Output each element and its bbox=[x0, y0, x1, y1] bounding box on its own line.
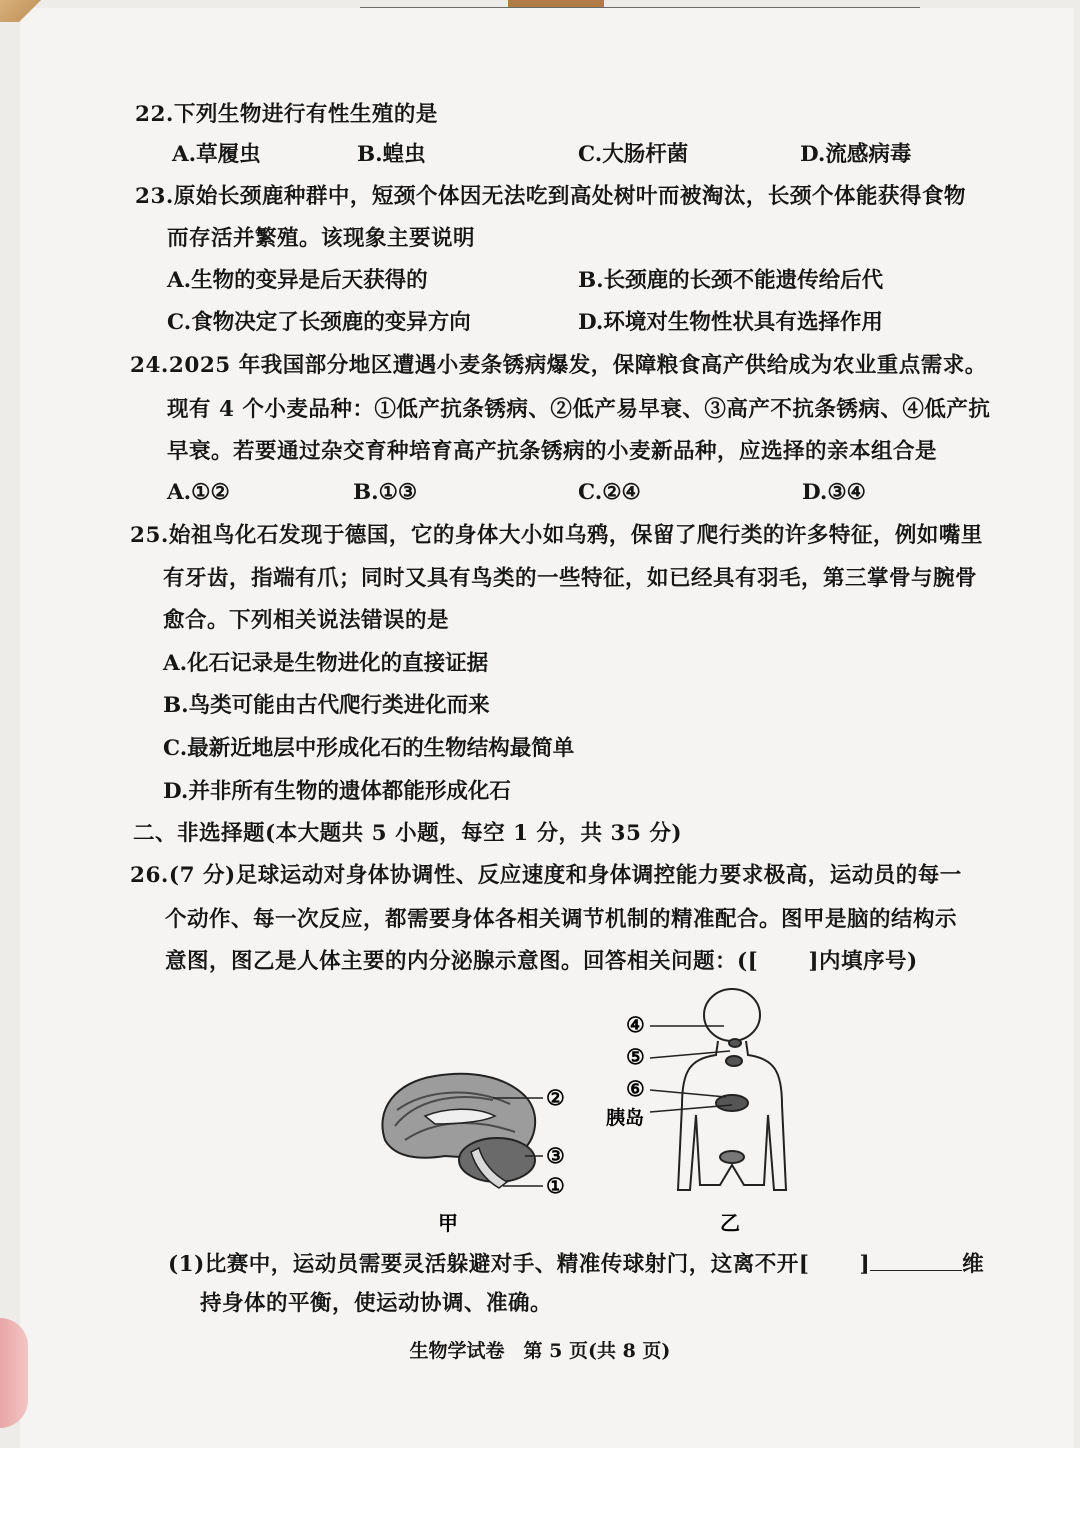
page-footer: 生物学试卷 第 5 页(共 8 页) bbox=[409, 1340, 671, 1362]
brain-diagram bbox=[382, 1074, 543, 1188]
top-rule bbox=[360, 7, 920, 8]
brain-and-endocrine-diagram bbox=[360, 985, 820, 1235]
body-label-5: ⑤ bbox=[626, 1044, 645, 1069]
q22-option-c: C.大肠杆菌 bbox=[578, 142, 689, 167]
q24-stem-1: 24.2025 年我国部分地区遭遇小麦条锈病爆发，保障粮食高产供给成为农业重点需求。 bbox=[130, 353, 987, 378]
q24-stem-2: 现有 4 个小麦品种：①低产抗条锈病、②低产易早衰、③高产不抗条锈病、④低产抗 bbox=[167, 397, 991, 422]
q26-stem-1: 26.(7 分)足球运动对身体协调性、反应速度和身体调控能力要求极高，运动员的每一 bbox=[130, 863, 962, 888]
q24-stem-3: 早衰。若要通过杂交育种培育高产抗条锈病的小麦新品种，应选择的亲本组合是 bbox=[167, 439, 938, 464]
q24-option-a: A.①② bbox=[167, 480, 230, 505]
brain-label-3: ③ bbox=[546, 1143, 565, 1168]
q26-stem-3: 意图，图乙是人体主要的内分泌腺示意图。回答相关问题：([ ]内填序号) bbox=[165, 949, 918, 974]
q23-stem-2: 而存活并繁殖。该现象主要说明 bbox=[167, 226, 476, 251]
q22-option-b: B.蝗虫 bbox=[357, 142, 426, 167]
q25-option-b: B.鸟类可能由古代爬行类进化而来 bbox=[163, 693, 490, 718]
body-label-4: ④ bbox=[626, 1012, 645, 1037]
q24-option-c: C.②④ bbox=[578, 480, 641, 505]
q25-stem-3: 愈合。下列相关说法错误的是 bbox=[163, 608, 450, 633]
q25-stem-2: 有牙齿，指端有爪；同时又具有鸟类的一些特征，如已经具有羽毛，第三掌骨与腕骨 bbox=[163, 566, 978, 591]
q24-option-d: D.③④ bbox=[802, 480, 866, 505]
body-diagram bbox=[678, 989, 786, 1190]
q25-stem-1: 25.始祖鸟化石发现于德国，它的身体大小如乌鸦，保留了爬行类的许多特征，例如嘴里 bbox=[130, 523, 983, 548]
q23-option-a: A.生物的变异是后天获得的 bbox=[167, 268, 428, 293]
q26-sub1-line2: 持身体的平衡，使运动协调、准确。 bbox=[200, 1291, 553, 1316]
section2-heading: 二、非选择题(本大题共 5 小题，每空 1 分，共 35 分) bbox=[133, 821, 683, 846]
answer-blank[interactable] bbox=[870, 1248, 962, 1271]
q25-option-c: C.最新近地层中形成化石的生物结构最简单 bbox=[163, 736, 575, 761]
q24-option-b: B.①③ bbox=[353, 480, 418, 505]
brain-caption: 甲 bbox=[438, 1211, 458, 1235]
q26-figure bbox=[360, 985, 820, 1235]
desk-corner bbox=[0, 0, 46, 22]
q23-stem-1: 23.原始长颈鹿种群中，短颈个体因无法吃到高处树叶而被淘汰，长颈个体能获得食物 bbox=[135, 184, 966, 209]
q22-option-d: D.流感病毒 bbox=[800, 142, 912, 167]
q26-stem-2: 个动作、每一次反应，都需要身体各相关调节机制的精准配合。图甲是脑的结构示 bbox=[165, 907, 958, 932]
body-caption: 乙 bbox=[720, 1211, 740, 1235]
q25-option-d: D.并非所有生物的遗体都能形成化石 bbox=[163, 779, 511, 804]
q26-sub1-line1: (1)比赛中，运动员需要灵活躲避对手、精准传球射门，这离不开[ ] 维 bbox=[168, 1248, 984, 1279]
body-label-6: ⑥ bbox=[626, 1076, 645, 1101]
page-margin bbox=[0, 1448, 1080, 1527]
finger bbox=[0, 1318, 28, 1428]
q23-option-c: C.食物决定了长颈鹿的变异方向 bbox=[167, 310, 471, 335]
q25-option-a: A.化石记录是生物进化的直接证据 bbox=[163, 651, 489, 676]
brain-label-2: ② bbox=[546, 1085, 565, 1110]
q23-option-d: D.环境对生物性状具有选择作用 bbox=[578, 310, 883, 335]
q22-stem: 22.下列生物进行有性生殖的是 bbox=[135, 102, 438, 127]
brain-label-1: ① bbox=[546, 1173, 565, 1198]
q23-option-b: B.长颈鹿的长颈不能遗传给后代 bbox=[578, 268, 884, 293]
q22-option-a: A.草履虫 bbox=[172, 142, 261, 167]
body-label-pancreas: 胰岛 bbox=[606, 1107, 645, 1129]
